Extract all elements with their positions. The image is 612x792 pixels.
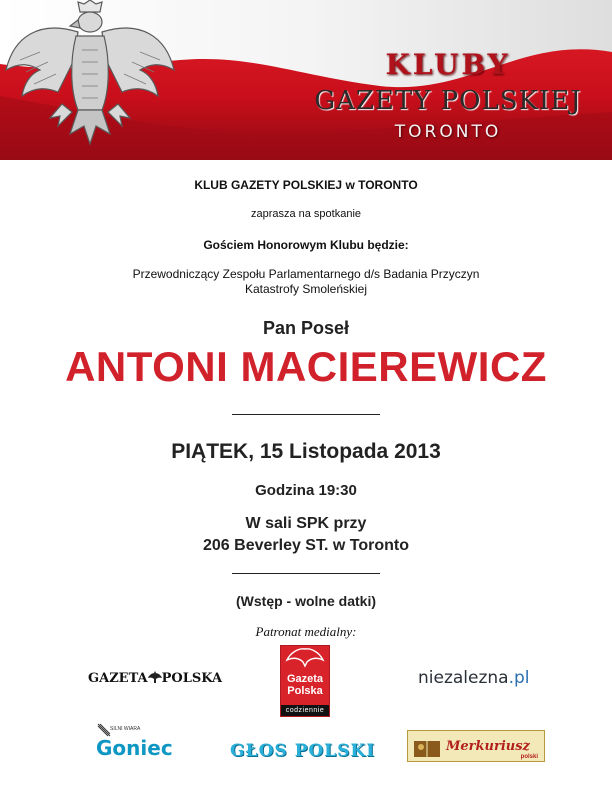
merkuriusz-name: Merkuriusz (446, 739, 530, 754)
banner-gazety-title: GAZETY POLSKIEJ (314, 86, 582, 116)
entry-info: (Wstęp - wolne datki) (236, 593, 376, 609)
goniec-logo (96, 722, 192, 762)
niezalezna-logo (418, 668, 530, 698)
goniec-name: Goniec (96, 736, 173, 760)
guest-role-line2: Katastrofy Smoleńskiej (244, 282, 368, 296)
gazeta-polska-right: POLSKA (161, 671, 223, 686)
media-patronage-heading: Patronat medialny: (255, 624, 357, 639)
divider-bottom (232, 573, 380, 574)
glos-polski-logo: GŁOS POLSKI (230, 741, 376, 761)
venue-line1: W sali SPK przy (245, 515, 367, 532)
merkuriusz-polski-logo (407, 730, 545, 762)
crowned-eagle-icon (148, 670, 162, 684)
gazeta-polska-codziennie-logo (280, 645, 330, 717)
venue-line2: 206 Beverley ST. w Toronto (203, 537, 409, 554)
niezalezna-name: niezalezna (418, 668, 509, 688)
divider-top (232, 414, 380, 415)
guest-honorific: Pan Poseł (262, 318, 350, 338)
guest-role-line1: Przewodniczący Zespołu Parlamentarnego d/s Badania Przyczyn (132, 267, 480, 281)
guest-intro: Gościem Honorowym Klubu będzie: (203, 238, 409, 252)
event-date: PIĄTEK, 15 Listopada 2013 (171, 440, 441, 463)
header-banner (0, 0, 612, 160)
gazeta-polska-left: GAZETA (88, 671, 148, 686)
banner-city: TORONTO (394, 122, 502, 142)
gpc-line1: Gazeta (286, 673, 324, 685)
gpc-strip: codziennie (281, 705, 329, 716)
eagle-icon (281, 646, 329, 668)
guest-name: ANTONI MACIEREWICZ (65, 343, 547, 390)
event-time: Godzina 19:30 (255, 482, 357, 499)
gpc-line2: Polska (287, 685, 323, 697)
merkuriusz-sub: polski (520, 754, 538, 760)
eagle-icon (0, 0, 180, 150)
niezalezna-tld: .pl (508, 668, 530, 688)
organizer: KLUB GAZETY POLSKIEJ w TORONTO (194, 178, 418, 192)
invite-text: zaprasza na spotkanie (250, 208, 362, 220)
gazeta-polska-logo (88, 670, 223, 694)
goniec-tagline: SILNI WIARA (110, 726, 141, 732)
book-icon (412, 737, 442, 759)
banner-kluby-title: KLUBY (385, 48, 511, 81)
